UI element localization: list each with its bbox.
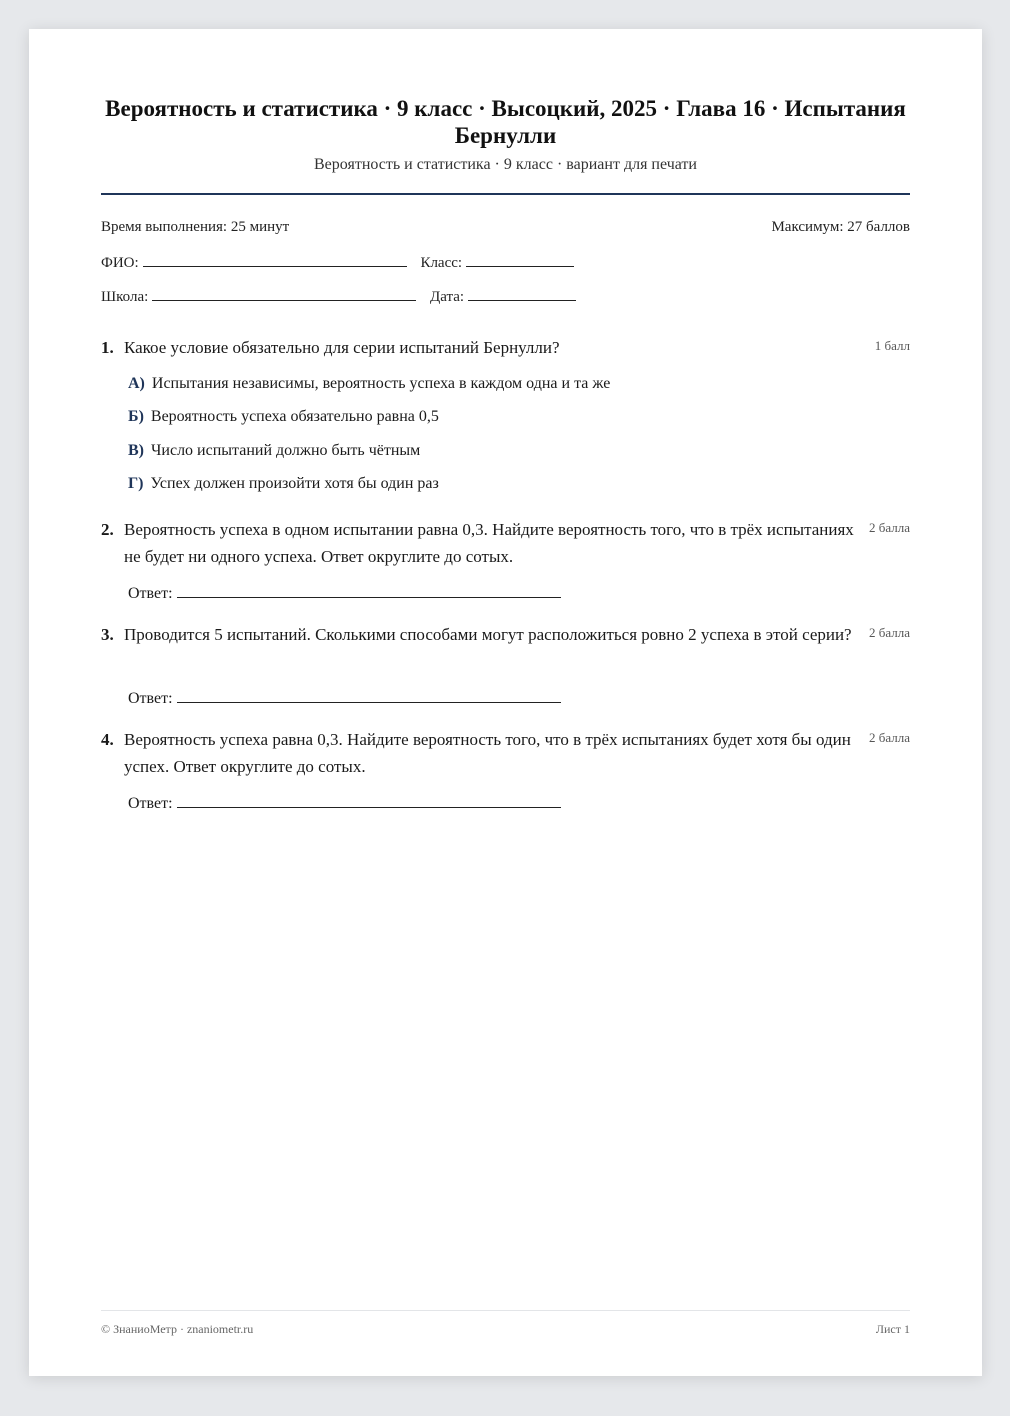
answer-label: Ответ:	[128, 585, 173, 602]
option-text: Испытания независимы, вероятность успеха в каждом одна и та же	[151, 375, 611, 392]
footer-divider	[101, 1310, 910, 1311]
question-text: Какое условие обязательно для серии испытаний Бернулли?	[124, 338, 560, 357]
max-score: Максимум: 27 баллов	[771, 219, 910, 235]
question-points: 1 балл	[874, 338, 910, 353]
footer-copyright: © ЗнаниоМетр · znaniometr.ru	[101, 1322, 254, 1336]
date-label: Дата:	[430, 289, 465, 305]
question-points: 2 балла	[869, 520, 910, 535]
option-text: Успех должен произойти хотя бы один раз	[150, 475, 439, 492]
answer-row	[128, 687, 561, 709]
answer-row	[128, 582, 561, 604]
question-text: Вероятность успеха равна 0,3. Найдите вероятность того, что в трёх испытаниях будет хотя бы один успех. Ответ округлите до сотых.	[124, 730, 851, 776]
question-number: 1.	[101, 338, 114, 357]
page-content	[101, 29, 910, 1376]
footer-sheet-number: Лист 1	[875, 1322, 910, 1336]
option-letter: В)	[128, 442, 144, 459]
option-a[interactable]	[128, 374, 610, 394]
date-field[interactable]	[468, 286, 576, 301]
answer-field[interactable]	[177, 792, 561, 808]
question-number: 3.	[101, 625, 114, 644]
answer-row	[128, 792, 561, 814]
question-number: 4.	[101, 730, 114, 749]
option-text: Число испытаний должно быть чётным	[151, 442, 421, 459]
header-divider	[101, 193, 910, 195]
answer-label: Ответ:	[128, 795, 173, 812]
option-b[interactable]	[128, 407, 439, 427]
question-text: Вероятность успеха в одном испытании равна 0,3. Найдите вероятность того, что в трёх испытаниях не будет ни одного успеха. Ответ округлите до сотых.	[124, 520, 854, 566]
school-date-row	[101, 286, 576, 306]
fio-label: ФИО:	[101, 255, 139, 271]
fio-class-row	[101, 252, 574, 272]
question-points: 2 балла	[869, 625, 910, 640]
question-number: 2.	[101, 520, 114, 539]
school-label: Школа:	[101, 289, 149, 305]
time-limit: Время выполнения: 25 минут	[101, 219, 290, 235]
meta-row	[101, 219, 910, 236]
class-field[interactable]	[466, 252, 574, 267]
school-field[interactable]	[152, 286, 416, 301]
answer-label: Ответ:	[128, 690, 173, 707]
page-title: Вероятность и статистика · 9 класс · Высоцкий, 2025 · Глава 16 · Испытания Бернулли	[105, 96, 906, 148]
question-points: 2 балла	[869, 730, 910, 745]
class-label: Класс:	[420, 255, 463, 271]
option-text: Вероятность успеха обязательно равна 0,5	[150, 408, 439, 425]
option-v[interactable]	[128, 441, 420, 461]
worksheet-page	[29, 29, 982, 1376]
option-letter: А)	[128, 375, 145, 392]
option-g[interactable]	[128, 474, 439, 494]
page-subtitle: Вероятность и статистика · 9 класс · вариант для печати	[314, 156, 697, 173]
option-letter: Б)	[128, 408, 144, 425]
answer-field[interactable]	[177, 582, 561, 598]
question-text: Проводится 5 испытаний. Сколькими способами могут расположиться ровно 2 успеха в этой серии?	[124, 625, 852, 644]
answer-field[interactable]	[177, 687, 561, 703]
fio-field[interactable]	[143, 252, 407, 267]
option-letter: Г)	[128, 475, 144, 492]
